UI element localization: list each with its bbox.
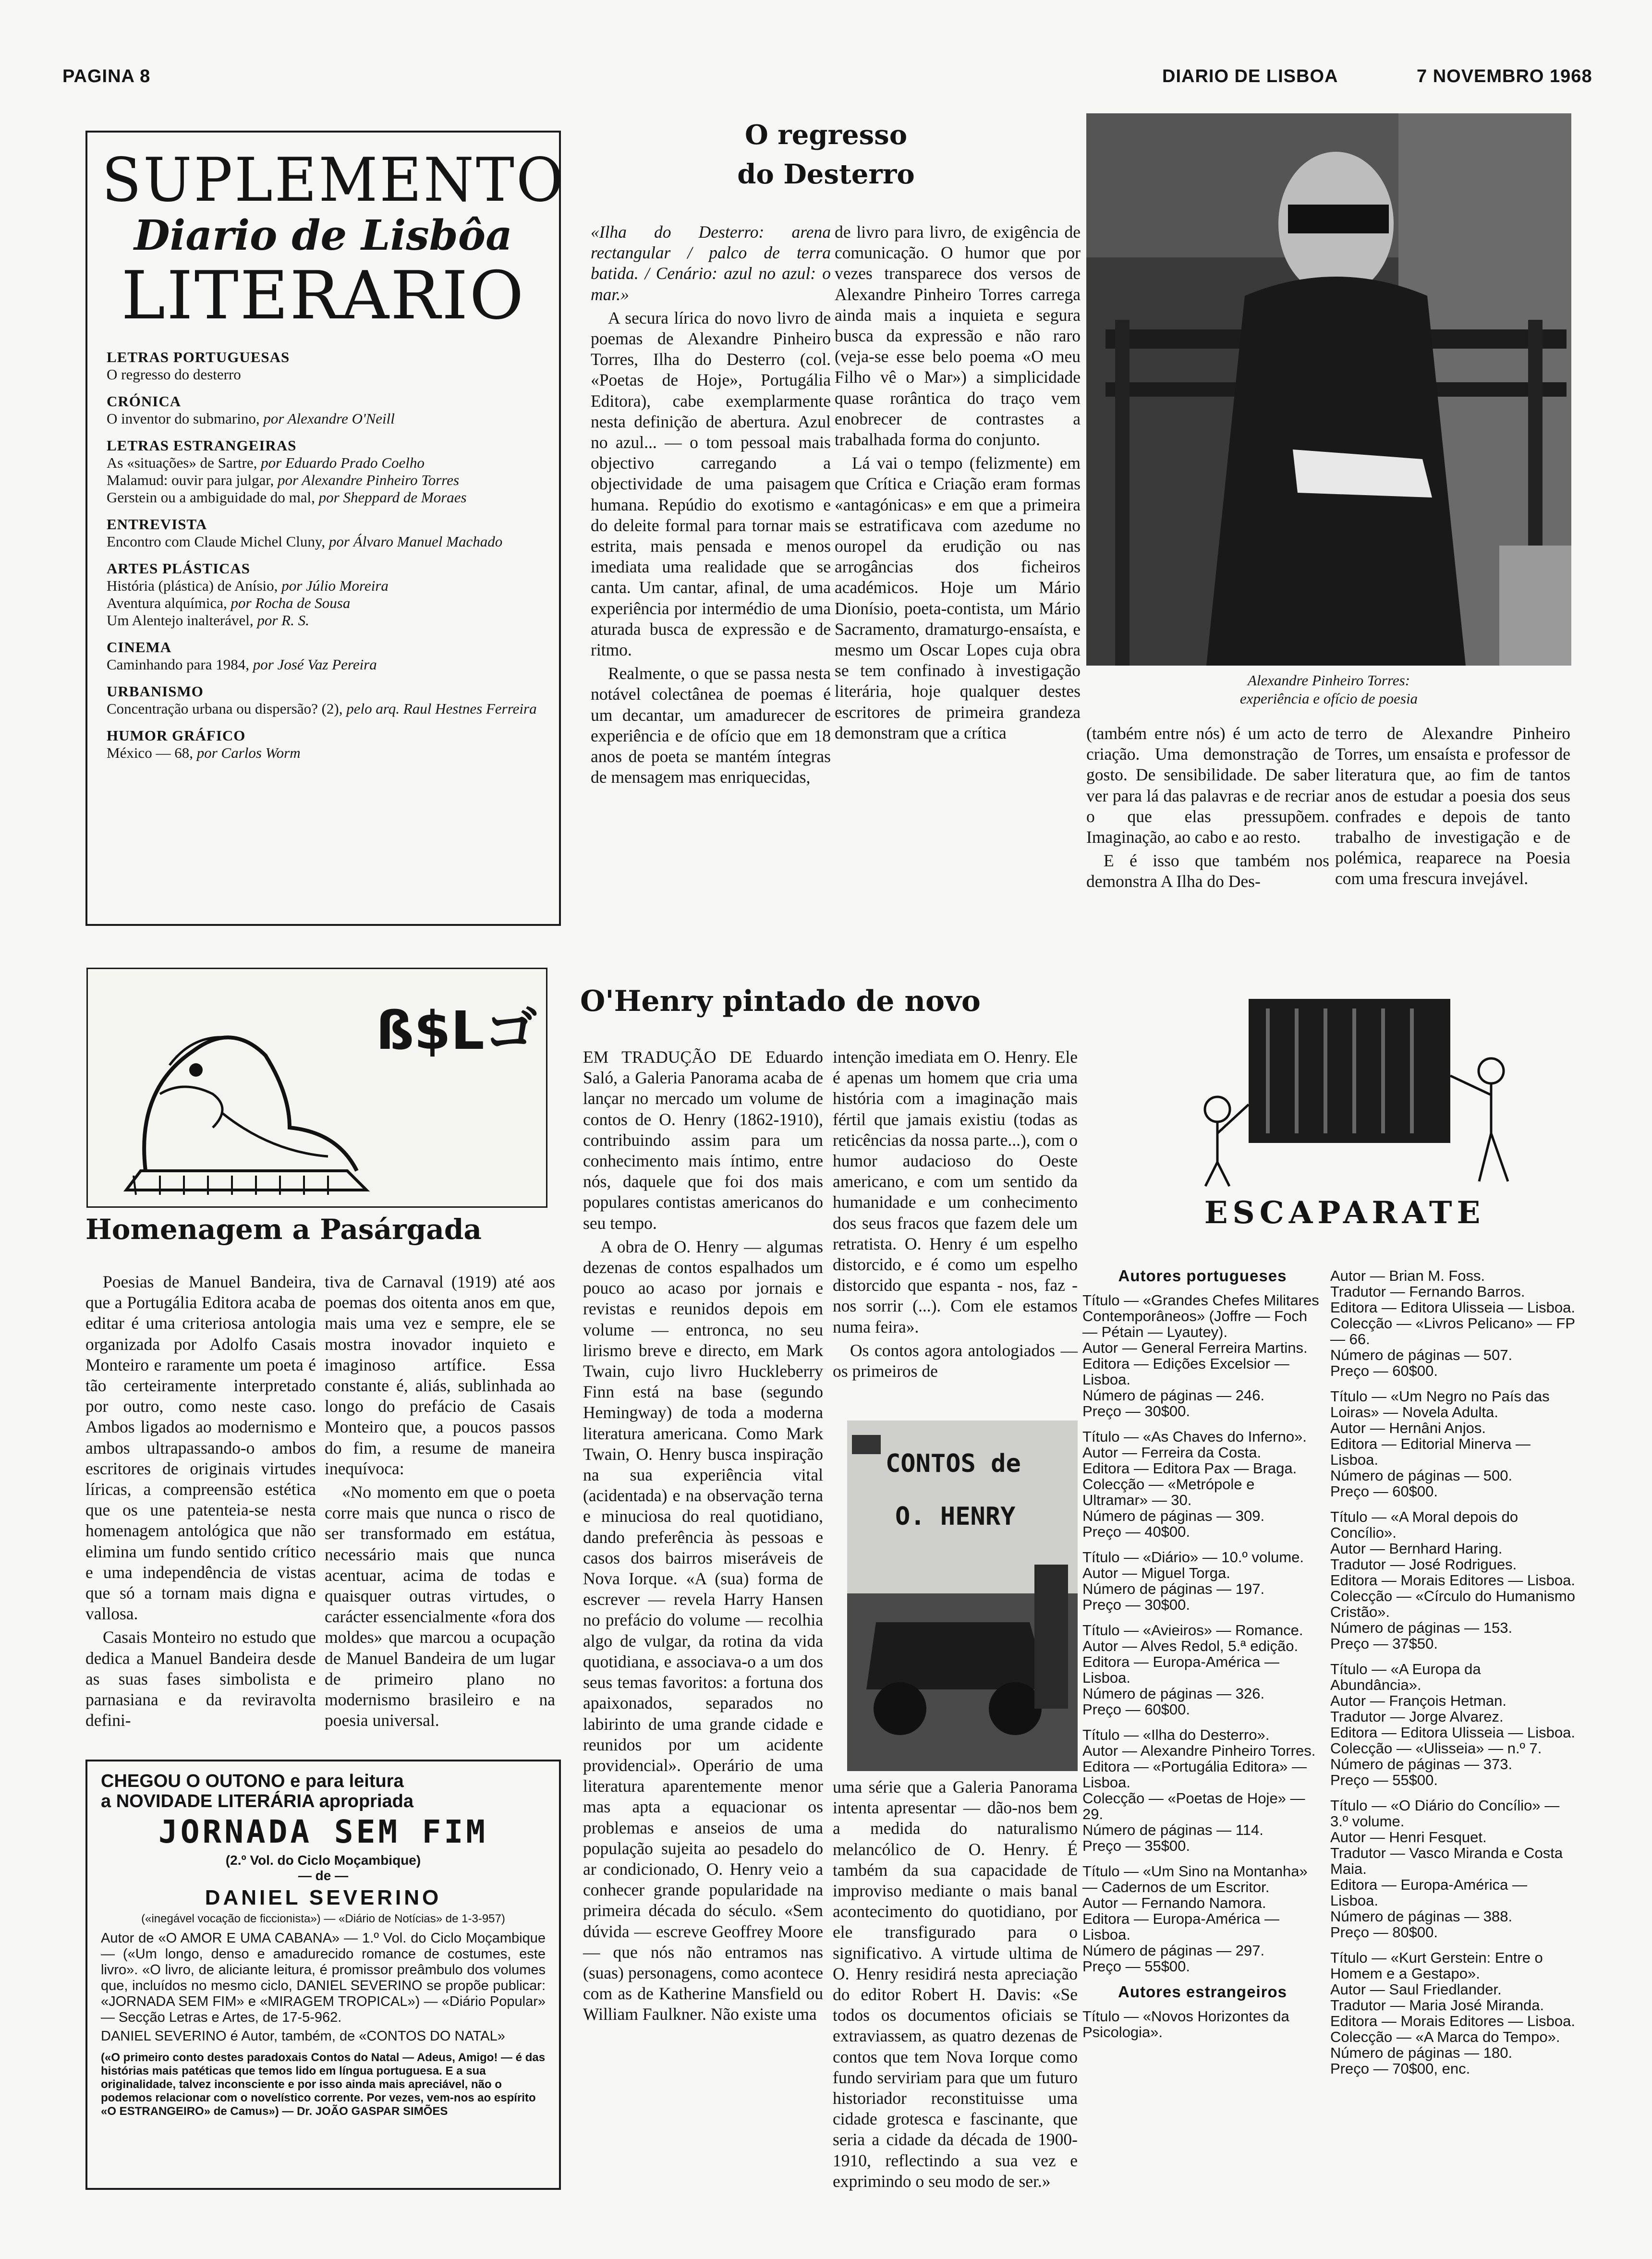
toc-section-heading: CRÓNICA xyxy=(107,393,182,410)
book-listing xyxy=(1330,1509,1575,1652)
book-listing-line: Título — «Kurt Gerstein: Entre o Homem e a Gestapo». xyxy=(1330,1949,1543,1982)
book-listing-line: Preço — 60$00. xyxy=(1330,1483,1438,1500)
book-listing-line: Título — «Grandes Chefes Militares Contemporâneos» (Joffre — Foch — Pétain — Lyautey). xyxy=(1082,1292,1319,1340)
book-listing-line: Título — «Ilha do Desterro». xyxy=(1082,1726,1270,1743)
escaparate-column-right xyxy=(1330,1268,1575,2086)
book-listing-line: Preço — 80$00. xyxy=(1330,1924,1438,1941)
issue-date: 7 NOVEMBRO 1968 xyxy=(1417,66,1592,86)
toc-section-heading: LETRAS PORTUGUESAS xyxy=(107,349,290,365)
book-listing-line: Autor — Alexandre Pinheiro Torres. xyxy=(1082,1742,1316,1759)
book-listing xyxy=(1330,1950,1575,2077)
toc-entry-title: O inventor do submarino, xyxy=(107,410,264,427)
toc-section-heading: ARTES PLÁSTICAS xyxy=(107,560,251,577)
book-listing xyxy=(1082,1863,1323,1974)
book-listing-line: Editora — Editora Ulisseia — Lisboa. xyxy=(1330,1724,1576,1741)
article-title-line: O regresso xyxy=(744,119,908,151)
book-listing-line: Colecção — «Círculo do Humanismo Cristão». xyxy=(1330,1588,1575,1620)
ad-body: Autor de «O AMOR E UMA CABANA» — 1.º Vol. do Ciclo Moçambique — («Um longo, denso e amadurecido romance de costumes, este livro». «O livro, de aliciante leitura, é promissor preâmbulo dos volumes que, incluídos no mesmo ciclo, DANIEL SEVERINO se propõe publicar: «JORNADA SEM FIM» e «MIRAGEM TROPICAL») — «Diário Popular» — Secção Letras e Artes, de 17-5-962. xyxy=(101,1931,546,2025)
toc-entry-title: Encontro com Claude Michel Cluny, xyxy=(107,533,329,550)
book-listing-line: Autor — Alves Redol, 5.ª edição. xyxy=(1082,1638,1299,1654)
toc-section-heading: ENTREVISTA xyxy=(107,516,207,533)
toc-entry[interactable] xyxy=(107,366,545,383)
toc-entry[interactable] xyxy=(107,410,545,427)
book-listing-line: Preço — 40$00. xyxy=(1082,1523,1190,1540)
book-listing xyxy=(1082,1727,1323,1854)
ad-de: — de — xyxy=(298,1868,349,1883)
toc-section-heading: HUMOR GRÁFICO xyxy=(107,727,246,744)
toc-entry-author: por R. S. xyxy=(257,612,309,629)
book-listing-line: Título — «Avieiros» — Romance. xyxy=(1082,1622,1303,1639)
supplement-title-bottom: LITERARIO xyxy=(121,257,525,334)
paragraph: Realmente, o que se passa nesta notável colectânea de poemas é um decantar, um amadurecer de experiência e de ofício que em 18 anos de poeta se mantém íntegras de mensagem mas enriquecidas, xyxy=(591,664,831,787)
book-listing-line: Título — «O Diário do Concílio» — 3.º volume. xyxy=(1330,1797,1560,1830)
regresso-column-3 xyxy=(1086,723,1329,895)
ad-headline: CHEGOU O OUTONO e para leitura xyxy=(101,1771,404,1791)
book-listing-line: Editora — Editorial Minerva — Lisboa. xyxy=(1330,1435,1531,1468)
book-listing-line: Número de páginas — 309. xyxy=(1082,1507,1265,1524)
paragraph: de livro para livro, de exigência de comunicação. O humor que por vezes transparece dos versos de Alexandre Pinheiro Torres carrega ainda mais a inquieta e segura busca da expressão e não raro (veja-se esse belo poema «O meu Filho vê o Mar») a simplicidade quase rorântica do traço vem enobrecer de contrastes a trabalhada forma do conjunto. xyxy=(835,222,1081,449)
book-listing-line: Título — «A Moral depois do Concílio». xyxy=(1330,1508,1518,1541)
toc-entry[interactable] xyxy=(107,454,545,472)
book-listing-line: Preço — 30$00. xyxy=(1082,1596,1190,1613)
book-listing-line: Preço — 60$00. xyxy=(1330,1362,1438,1379)
book-listing-line: Editora — Editora Ulisseia — Lisboa. xyxy=(1330,1299,1576,1316)
book-listing xyxy=(1330,1661,1575,1788)
caption-line: Alexandre Pinheiro Torres: xyxy=(1247,672,1410,689)
book-listing-line: Título — «Um Negro no País das Loiras» — Novela Adulta. xyxy=(1330,1388,1550,1421)
paragraph: Os contos agora antologiados — os primeiros de xyxy=(833,1340,1078,1381)
book-cover-title: CONTOS de xyxy=(886,1449,1021,1478)
ad-review: («O primeiro conto destes paradoxais Contos do Natal — Adeus, Amigo! — é das histórias mais patéticas que temos lido em língua portuguesa. E a sua originalidade, talvez inconsciente e por isso ainda mais apreciável, não o podemos relacionar com o novelístico corrente. Por vezes, vem-nos ao espírito «O ESTRANGEIRO» de Camus») — Dr. JOÃO GASPAR SIMÕES xyxy=(101,2051,546,2118)
book-listing-line: Autor — Miguel Torga. xyxy=(1082,1565,1230,1581)
book-listing-line: Autor — Bernhard Haring. xyxy=(1330,1540,1503,1557)
toc-entry-author: por Álvaro Manuel Machado xyxy=(328,533,503,550)
book-listing-line: Editora — Morais Editores — Lisboa. xyxy=(1330,1572,1575,1589)
book-listing-line: Editora — Europa-América — Lisboa. xyxy=(1330,1876,1528,1909)
paragraph: «Ilha do Desterro: arena rectangular / palco de terra batida. / Cenário: azul no azul: o mar.» xyxy=(591,222,831,304)
paragraph: Casais Monteiro no estudo que dedica a Manuel Bandeira desde as suas fases simbolista e parnasiana e da reviravolta defini- xyxy=(85,1627,316,1730)
toc-entry-author: por Sheppard de Moraes xyxy=(318,489,467,506)
book-listing-line: Preço — 60$00. xyxy=(1082,1701,1190,1718)
book-listing-line: Editora — Editora Pax — Braga. xyxy=(1082,1460,1297,1477)
caption-line: experiência e ofício de poesia xyxy=(1239,690,1418,707)
ohenry-column-2-bottom xyxy=(833,1777,1078,2195)
paragraph: Lá vai o tempo (felizmente) em que Crítica e Criação eram formas «antagónicas» e em que a primeira se estratificava com azedume no ouropel da erudição ou nas arrogâncias dos ficheiros académicos. Hoje um Mário Dionísio, poeta-contista, um Mário Sacramento, dramaturgo-ensaísta, e mesmo um Oscar Lopes cuja obra se tem confinado à investigação literária, hoje qualquer destes escritores de primeira grandeza demonstram que a crítica xyxy=(835,453,1081,742)
book-listing-line: Número de páginas — 388. xyxy=(1330,1908,1513,1925)
book-listing-line: Número de páginas — 326. xyxy=(1082,1685,1265,1702)
book-listing-line: Tradutor — Vasco Miranda e Costa Maia. xyxy=(1330,1845,1563,1877)
book-listing-line: Editora — Europa-América — Lisboa. xyxy=(1082,1653,1280,1686)
book-listing-line: Número de páginas — 246. xyxy=(1082,1387,1265,1404)
regresso-column-4 xyxy=(1335,723,1570,892)
escaparate-column-left xyxy=(1082,1268,1323,2040)
escaparate-subheading: Autores portugueses xyxy=(1118,1267,1287,1285)
author-portrait-photo xyxy=(1086,113,1571,666)
book-listing xyxy=(1082,1429,1323,1540)
book-listing xyxy=(1330,1268,1575,1379)
book-advertisement xyxy=(85,1760,561,2190)
book-listing-line: Preço — 55$00. xyxy=(1330,1772,1438,1788)
escaparate-title: ESCAPARATE xyxy=(1204,1195,1485,1231)
toc-entry-author: por Eduardo Prado Coelho xyxy=(261,454,425,471)
author-portrait-illustration xyxy=(1086,113,1571,666)
book-listing-line: Autor — General Ferreira Martins. xyxy=(1082,1339,1308,1356)
supplement-title-top: SUPLEMENTO xyxy=(102,145,566,216)
book-cover-title: O. HENRY xyxy=(895,1502,1016,1531)
newspaper-name: DIARIO DE LISBOA xyxy=(1162,66,1338,86)
pasargada-logo-text: ß$Lゴ xyxy=(376,1000,537,1061)
book-listing-line: Editora — Morais Editores — Lisboa. xyxy=(1330,2013,1575,2029)
escaparate-illustration xyxy=(1172,989,1537,1191)
book-listing-line: Número de páginas — 297. xyxy=(1082,1942,1265,1959)
toc-entry-title: Gerstein ou a ambiguidade do mal, xyxy=(107,489,319,506)
escaparate-drawing xyxy=(1172,989,1537,1191)
book-listing-line: Número de páginas — 373. xyxy=(1330,1756,1513,1773)
ad-book-title: JORNADA SEM FIM xyxy=(158,1813,488,1850)
book-listing-line: Autor — François Hetman. xyxy=(1330,1692,1506,1709)
photo-caption xyxy=(1086,671,1571,708)
book-listing-line: Número de páginas — 500. xyxy=(1330,1467,1513,1484)
homenagem-column-2 xyxy=(325,1272,555,1734)
paragraph: Poesias de Manuel Bandeira, que a Portugália Editora acaba de editar é uma criteriosa antologia organizada por Adolfo Casais Monteiro e raramente um poeta é tão certeiramente interpretado por outro, como neste caso. Ambos ligados ao modernismo e ambos ultrapassando-o ambos escritores de originais virtudes líricas, a compreensão estética que os une patenteia-se nesta homenagem antológica que não elimina um fundo sentido crítico e uma independência de vistas que só a tornam mais digna e vallosa. xyxy=(85,1272,316,1624)
book-listing xyxy=(1082,1549,1323,1613)
toc-entry-title: Um Alentejo inalterável, xyxy=(107,612,257,629)
book-listing-line: Número de páginas — 197. xyxy=(1082,1580,1265,1597)
paragraph: intenção imediata em O. Henry. Ele é apenas um homem que cria uma história com a imaginação mais fértil que jamais existiu (todas as reticências da nossa parte...), com o humor audacioso do Oeste americano, e com um sentido da humanidade e um conhecimento dos seus fracos que fazem dele um retratista. O. Henry é um espelho distorcido, e é como um espelho distorcido que espanta - nos, faz - nos sorrir (...). Com ele estamos numa feira». xyxy=(833,1047,1078,1336)
toc-entry[interactable] xyxy=(107,656,545,673)
ohenry-column-1 xyxy=(583,1047,823,2028)
book-listing-line: Colecção — «Metrópole e Ultramar» — 30. xyxy=(1082,1476,1255,1508)
book-listing-line: Autor — Brian M. Foss. xyxy=(1330,1267,1485,1284)
toc-section-heading: CINEMA xyxy=(107,639,172,656)
supplement-contents xyxy=(102,349,545,762)
toc-entry[interactable] xyxy=(107,489,545,506)
book-listing-line: Colecção — «A Marca do Tempo». xyxy=(1330,2028,1560,2045)
paragraph: «No momento em que o poeta corre mais que nunca o risco de ser transformado em estátua, necessário mais que nunca acentuar, acima de todas e quaisquer outras virtudes, o carácter essencialmente «fora dos moldes» que marcou a ocupação de Manuel Bandeira de um lugar de primeiro plano no modernismo brasileiro e na poesia universal. xyxy=(325,1482,555,1730)
toc-entry-author: por Alexandre Pinheiro Torres xyxy=(278,472,460,488)
book-listing-line: Tradutor — Fernando Barros. xyxy=(1330,1283,1525,1300)
toc-entry[interactable] xyxy=(107,472,545,489)
toc-entry-author: por Rocha de Sousa xyxy=(231,595,351,611)
article-title-regresso xyxy=(576,115,1076,194)
regresso-column-2 xyxy=(835,222,1081,746)
toc-entry-title: História (plástica) de Anísio, xyxy=(107,577,282,594)
book-listing-line: Número de páginas — 114. xyxy=(1082,1822,1263,1838)
escaparate-subheading: Autores estrangeiros xyxy=(1118,1983,1287,2001)
toc-entry[interactable] xyxy=(107,700,545,717)
toc-entry-title: Malamud: ouvir para julgar, xyxy=(107,472,278,488)
book-listing-line: Preço — 70$00, enc. xyxy=(1330,2060,1470,2077)
toc-entry-title: México — 68, xyxy=(107,744,197,761)
book-listing-line: Título — «As Chaves do Inferno». xyxy=(1082,1428,1307,1445)
paragraph: A secura lírica do novo livro de poemas de Alexandre Pinheiro Torres, Ilha do Desterro (col. «Poetas de Hoje», Portugália Editora), cabe exemplarmente nesta definição de abertura. Azul no azul... — o tom pessoal mais objectivo carregando a objectividade de uma paisagem humana. Repúdio do exotismo e do deleite formal para tornar mais estrita, mais pensada e menos imediata uma realidade que se canta. Um cantar, afinal, de uma experiência por intermédio de uma aturada busca de expressão e de ritmo. xyxy=(591,308,831,660)
book-cover-photo xyxy=(847,1421,1078,1771)
book-listing-line: Autor — Henri Fesquet. xyxy=(1330,1829,1487,1846)
paragraph: (também entre nós) é um acto de criação. Uma demonstração de gosto. De sensibilidade. De saber ver para lá das palavras e de recriar o que elas pressupõem. Imaginação, ao cabo e ao resto. xyxy=(1086,724,1329,847)
toc-entry[interactable] xyxy=(107,595,545,612)
toc-entry-author: por Júlio Moreira xyxy=(281,577,389,594)
paragraph: tiva de Carnaval (1919) até aos poemas dos oitenta anos em que, mais uma vez e sempre, ele se mostra inovador inquieto e imaginoso artífice. Essa constante é, aliás, sublinhada ao longo do prefácio de Casais Monteiro que, a poucos passos do fim, a resume de maneira inequívoca: xyxy=(325,1272,555,1478)
pasargada-illustration xyxy=(86,968,547,1208)
book-listing xyxy=(1082,1622,1323,1717)
book-listing-line: Colecção — «Livros Pelicano» — FP — 66. xyxy=(1330,1315,1575,1348)
book-listing-line: Número de páginas — 180. xyxy=(1330,2044,1513,2061)
book-listing-line: Tradutor — Maria José Miranda. xyxy=(1330,1997,1544,2014)
paragraph: EM TRADUÇÃO DE Eduardo Saló, a Galeria Panorama acaba de lançar no mercado um volume de contos de O. Henry (1862-1910), contribuindo assim para um conhecimento mais íntimo, entre nós, daquele que foi dos mais populares contistas americanos do seu tempo. xyxy=(583,1047,823,1233)
supplement-box xyxy=(85,131,566,926)
toc-entry[interactable] xyxy=(107,612,545,629)
book-listing-line: Editora — «Portugália Editora» — Lisboa. xyxy=(1082,1758,1307,1791)
book-listing-line: Autor — Saul Friedlander. xyxy=(1330,1981,1502,1998)
book-listing-line: Preço — 30$00. xyxy=(1082,1403,1190,1420)
book-listing-line: Preço — 37$50. xyxy=(1330,1635,1438,1652)
paragraph: A obra de O. Henry — algumas dezenas de contos espalhados um pouco ao acaso por jornais e revistas e reunidos depois em volume — entronca, no seu lirismo breve e directo, em Mark Twain, cujo livro Huckleberry Finn está na base (segundo Hemingway) de toda a moderna literatura americana. Como Mark Twain, O. Henry busca inspiração na sua experiência vital (acidentada) e na observação terna e minuciosa do real quotidiano, dando preferência às pessoas e casos dos bairros miseráveis de Nova Iorque. «A (sua) forma de escrever — revela Harry Hansen no prefácio do volume — recolhia algo de vulgar, da rotina da vida quotidiana, e associava-o a um dos seus temas favoritos: a fortuna dos apaixonados, separados no labirinto de uma grande cidade e reunidos por um acidente providencial». Operário de uma literatura aparentemente menor mas apta a equacionar os problemas e anseios de uma população sujeita ao pesadelo do ar condicionado, O. Henry veio a conhecer grande popularidade na primeira década do século. «Sem dúvida — escreve Geoffrey Moore — que nós não entramos nas (suas) personagens, como acontece com as de Katherine Mansfield ou William Faulkner. Não existe uma xyxy=(583,1237,823,2024)
article-title-homenagem: Homenagem a Pasárgada xyxy=(85,1213,482,1246)
ad-volume: (2.º Vol. do Ciclo Moçambique) xyxy=(225,1853,421,1868)
paragraph: terro de Alexandre Pinheiro Torres, um ensaísta e professor de literatura que, ao fim de tantos anos de estudar a poesia dos seus confrades e depois de tanto trabalho de investigação e de polémica, reaparece na Poesia com uma frescura invejável. xyxy=(1335,724,1570,888)
toc-entry-title: Aventura alquímica, xyxy=(107,595,231,611)
book-listing-line: Título — «Um Sino na Montanha» — Cadernos de um Escritor. xyxy=(1082,1863,1308,1895)
article-title-line: do Desterro xyxy=(737,158,915,190)
ohenry-column-2-top xyxy=(833,1047,1078,1385)
book-listing-line: Autor — Ferreira da Costa. xyxy=(1082,1444,1262,1461)
page-number: PAGINA 8 xyxy=(62,66,151,86)
regresso-column-1 xyxy=(591,222,831,790)
book-listing-line: Colecção — «Poetas de Hoje» — 29. xyxy=(1082,1790,1305,1822)
toc-section-heading: LETRAS ESTRANGEIRAS xyxy=(107,437,297,454)
book-listing-line: Autor — Hernâni Anjos. xyxy=(1330,1420,1486,1436)
book-listing xyxy=(1330,1797,1575,1940)
book-listing-line: Título — «Diário» — 10.º volume. xyxy=(1082,1549,1304,1566)
ad-quote: («inegável vocação de ficcionista») — «Diário de Notícias» de 1-3-957) xyxy=(141,1912,505,1925)
homenagem-column-1 xyxy=(85,1272,316,1734)
paragraph: E é isso que também nos demonstra A Ilha do Des- xyxy=(1086,851,1329,891)
toc-entry[interactable] xyxy=(107,533,545,550)
ad-also: DANIEL SEVERINO é Autor, também, de «CONTOS DO NATAL» xyxy=(101,2028,505,2044)
article-title-ohenry: O'Henry pintado de novo xyxy=(580,984,981,1018)
book-listing-line: Preço — 35$00. xyxy=(1082,1837,1190,1854)
book-listing-line: Editora — Edições Excelsior — Lisboa. xyxy=(1082,1355,1289,1388)
toc-entry-author: por José Vaz Pereira xyxy=(253,656,377,673)
book-listing-line: Autor — Fernando Namora. xyxy=(1082,1895,1266,1911)
book-listing-line: Colecção — «Ulisseia» — n.º 7. xyxy=(1330,1740,1542,1757)
toc-entry-title: As «situações» de Sartre, xyxy=(107,454,261,471)
toc-entry[interactable] xyxy=(107,744,545,762)
book-listing-line: Preço — 55$00. xyxy=(1082,1958,1190,1975)
toc-entry-author: pelo arq. Raul Hestnes Ferreira xyxy=(346,700,537,717)
book-listing xyxy=(1330,1388,1575,1499)
toc-entry-title: O regresso do desterro xyxy=(107,366,241,383)
supplement-title-middle: Diario de Lisbôa xyxy=(134,211,512,260)
book-listing xyxy=(1082,1292,1323,1419)
toc-entry[interactable] xyxy=(107,577,545,595)
book-listing-line: Título — «Novos Horizontes da Psicologia». xyxy=(1082,2008,1289,2040)
toc-entry-author: por Alexandre O'Neill xyxy=(263,410,395,427)
book-listing-line: Número de páginas — 153. xyxy=(1330,1619,1513,1636)
book-listing-line: Tradutor — Jorge Alvarez. xyxy=(1330,1708,1504,1725)
ad-author: DANIEL SEVERINO xyxy=(205,1886,442,1909)
ad-headline: a NOVIDADE LITERÁRIA apropriada xyxy=(101,1791,414,1811)
toc-entry-title: Concentração urbana ou dispersão? (2), xyxy=(107,700,347,717)
book-listing-line: Número de páginas — 507. xyxy=(1330,1347,1513,1363)
toc-entry-author: por Carlos Worm xyxy=(196,744,301,761)
paragraph: uma série que a Galeria Panorama intenta apresentar — dão-nos bem a medida do naturalismo melancólico de O. Henry. É também da sua capacidade de improviso mediante o mais banal acontecimento do quotidiano, por ele transfigurado para o significativo. A virtude ultima de O. Henry residirá nesta apreciação do editor Robert H. Davis: «Se todos os documentos oficiais se extraviassem, as quatro dezenas de contos que tem Nova Iorque como fundo serviriam para que um futuro historiador reconstituisse uma cidade grotesca e fascinante, que seria a cidade da década de 1900-1910, reflectindo a sua vez e exprimindo o seu modo de ser.» xyxy=(833,1777,1078,2191)
toc-entry-title: Caminhando para 1984, xyxy=(107,656,253,673)
book-listing-line: Editora — Europa-América — Lisboa. xyxy=(1082,1910,1280,1943)
toc-section-heading: URBANISMO xyxy=(107,683,204,700)
book-listing-line: Tradutor — José Rodrigues. xyxy=(1330,1556,1517,1573)
book-listing-line: Título — «A Europa da Abundância». xyxy=(1330,1661,1481,1693)
